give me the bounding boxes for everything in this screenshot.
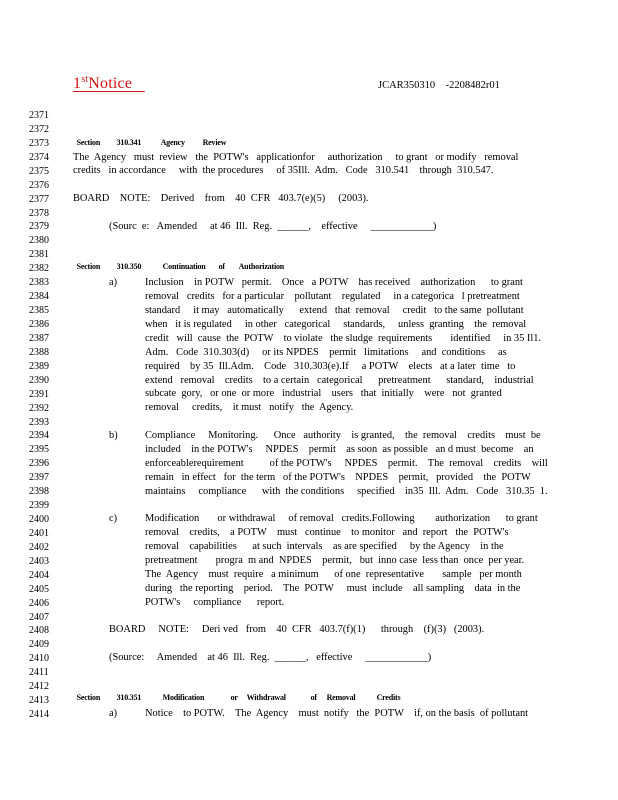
effective-date-blank: ____________ (365, 652, 428, 663)
line-number: 2389 (29, 360, 49, 372)
line-number: 2413 (29, 695, 49, 707)
line-number: 2412 (29, 681, 49, 693)
item-label-a: a) (109, 708, 118, 719)
paragraph-line: Compliance Monitoring. Once authority is granted, the removal credits must be (145, 430, 541, 441)
paragraph-line: subcate gory, or one or more industrial users that initially were not granted (145, 388, 502, 400)
paragraph-line: removal credits, a POTW must continue to monitor and report the POTW's (145, 526, 509, 538)
line-number: 2386 (29, 318, 49, 330)
line-number: 2375 (29, 165, 49, 177)
line-number: 2373 (29, 137, 49, 149)
line-number: 2402 (29, 541, 49, 553)
paragraph-line: standard it may automatically extend that removal credit to the same pollutant (145, 304, 524, 316)
board-note: BOARD NOTE: Derived from 40 CFR 403.7(e)(5) (2003). (73, 193, 369, 204)
register-blank: ______ (274, 652, 306, 663)
section-heading-310-341: Section 310.341 Agency Review (76, 138, 227, 147)
paragraph-line: Notice to POTW. The Agency must notify the POTW if, on the basis of pollutant (145, 708, 529, 719)
line-number: 2383 (29, 277, 49, 289)
line-number: 2398 (29, 486, 49, 498)
line-number: 2409 (29, 639, 49, 651)
item-label-c: c) (109, 513, 118, 524)
line-number: 2411 (29, 667, 49, 679)
line-number: 2399 (29, 500, 49, 511)
line-number: 2390 (29, 374, 49, 386)
line-number: 2396 (29, 458, 49, 470)
line-number: 2406 (29, 597, 49, 609)
line-number: 2397 (29, 472, 49, 484)
paragraph-line: Adm. Code 310.303(d) or its NPDES permit limitations and conditions as (145, 346, 507, 358)
line-number: 2393 (29, 416, 49, 428)
line-number: 2401 (29, 527, 49, 539)
paragraph-line: required by 35 Ill.Adm. Code 310.303(e).If a POTW elects at a later time to (145, 360, 516, 372)
line-number: 2385 (29, 305, 49, 316)
line-number: 2387 (29, 332, 49, 344)
line-number: 2407 (29, 611, 49, 623)
line-number: 2404 (29, 569, 49, 581)
paragraph-line: credits in accordance with the procedures of 35Ill. Adm. Code 310.541 through 310.547. (73, 165, 494, 176)
line-number: 2405 (29, 583, 49, 595)
paragraph-line: extend removal credits to a certain categorical pretreatment standard, industrial (145, 374, 534, 386)
paragraph-line: removal credits, it must notify the Agency. (145, 402, 354, 414)
line-number: 2391 (29, 388, 49, 400)
line-number: 2392 (29, 402, 49, 414)
line-number: 2384 (29, 291, 49, 303)
section-heading-310-351: Section 310.351 Modification or Withdrawal of Removal Credits (76, 693, 401, 702)
line-number: 2414 (29, 709, 49, 720)
line-number: 2374 (29, 151, 49, 163)
line-number: 2388 (29, 346, 49, 358)
board-note: BOARD NOTE: Deri ved from 40 CFR 403.7(f)(1) through (f)(3) (2003). (109, 624, 485, 635)
line-number: 2380 (29, 235, 49, 247)
paragraph-line: The Agency must review the POTW's applicationfor authorization to grant or modify removal (73, 152, 519, 163)
source-note: (Source: Amended at 46 Ill. Reg. ______, effective ____________) (109, 652, 432, 663)
source-note: (Sourc e: Amended at 46 Ill. Reg. ______, effective ____________) (109, 221, 437, 232)
paragraph-line: enforceablerequirement of the POTW's NPDES permit. The removal credits will (145, 457, 548, 469)
paragraph-line: pretreatment progra m and NPDES permit, but inno case less than once per year. (145, 554, 525, 566)
paragraph-line: removal credits for a particular pollutant regulated in a categorica l pretreatment (145, 290, 520, 302)
line-number: 2395 (29, 444, 49, 456)
first-notice-heading: 1stNotice (73, 74, 133, 92)
paragraph-line: POTW's compliance report. (145, 596, 285, 608)
line-number: 2372 (29, 123, 49, 135)
line-number: 2378 (29, 207, 49, 219)
item-label-a: a) (109, 277, 118, 288)
paragraph-line: when it is regulated in other categorical standards, unless granting the removal (145, 318, 527, 330)
paragraph-line: The Agency must require a minimum of one representative sample per month (145, 568, 522, 580)
line-number: 2382 (29, 263, 49, 275)
line-number: 2400 (29, 514, 49, 525)
effective-date-blank: ____________ (370, 221, 433, 232)
line-number: 2376 (29, 179, 49, 191)
line-number: 2371 (29, 110, 49, 121)
paragraph-line: removal capabilities at such intervals as are specified by the Agency in the (145, 540, 504, 552)
paragraph-line: Inclusion in POTW permit. Once a POTW has received authorization to grant (145, 277, 523, 288)
register-blank: ______ (277, 221, 309, 232)
line-number: 2394 (29, 430, 49, 442)
line-number: 2410 (29, 653, 49, 665)
document-id: JCAR350310 -2208482r01 (378, 80, 500, 91)
section-heading-310-350: Section 310.350 Continuation of Authorization (76, 262, 285, 271)
line-number: 2379 (29, 221, 49, 233)
line-number: 2403 (29, 555, 49, 567)
paragraph-line: included in the POTW's NPDES permit as soon as possible an d must become an (145, 443, 534, 455)
line-number: 2408 (29, 625, 49, 637)
paragraph-line: remain in effect for the term of the POTW's NPDES permit, provided the POTW (145, 471, 531, 483)
paragraph-line: maintains compliance with the conditions specified in35 Ill. Adm. Code 310.35 1. (145, 485, 548, 497)
paragraph-line: credit will cause the POTW to violate the sludge requirements identified in 35 Il1. (145, 332, 542, 344)
paragraph-line: Modification or withdrawal of removal credits.Following authorization to grant (145, 513, 538, 524)
line-number: 2377 (29, 193, 49, 205)
item-label-b: b) (109, 430, 118, 441)
paragraph-line: during the reporting period. The POTW must include all sampling data in the (145, 582, 521, 594)
line-number: 2381 (29, 249, 49, 261)
